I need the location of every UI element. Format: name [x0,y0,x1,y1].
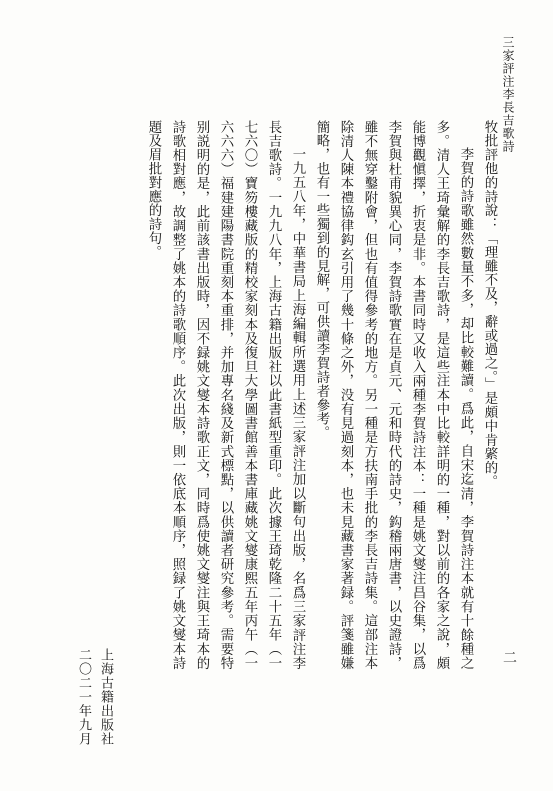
paragraph: 牧批評他的詩說：「理雖不及，辭或過之。」是頗中肯綮的。 [482,120,497,489]
body-text [41,120,501,670]
signature-date: 二〇二一年九月 [76,648,91,746]
publisher-name: 上海古籍出版社 [98,648,113,746]
paragraph: 一九五八年，中華書局上海編輯所選用上述三家評注加以斷句出版，名爲三家評注李長吉歌詩。一九九八年，上海古籍出版社以此書紙型重印。此次據王琦乾隆二十五年（一七六〇）寶笏樓藏版的精校家刻本及復旦大學圖書館善本書庫藏姚文燮康熙五年丙午（一六六六）福建建陽書院重刻本重排，并加專名綫及新式標點，以供讀者研究參考。需要特别説明的是，此前該書出版時，因不録姚文燮本詩歌正文，同時爲使姚文燮注與王琦本的詩歌相對應，故調整了姚本的詩歌順序。此次出版，則一依底本順序，照録了姚文燮本詩題及眉批對應的詩句。 [146,120,305,670]
page-number: 二 [501,650,517,664]
paragraph: 李賀的詩歌雖然數量不多，却比較難讀。爲此，自宋迄清，李賀詩注本就有十餘種之多。清人王琦彙解的李長吉歌詩，是這些注本中比較詳明的一種，對以前的各家之說，頗能博觀愼擇，折衷是非。本書同時又收入兩種李賀詩注本：一種是姚文燮注昌谷集，以爲李賀與杜甫貌異心同，李賀詩歌實在是貞元、元和時代的詩史，鈎稽兩唐書，以史證詩，雖不無穿鑿附會，但也有值得參考的地方。另一種是方扶南手批的李長吉詩集。這部注本除清人陳本禮協律鈎玄引用了幾十條之外，没有見過刻本，也未見藏書家著録。評箋雖嫌簡略，也有一些獨到的見解，可供讀李賀詩者參考。 [314,120,473,670]
signature-block [72,648,116,746]
running-header: 三家評注李長吉歌詩 [501,36,515,153]
